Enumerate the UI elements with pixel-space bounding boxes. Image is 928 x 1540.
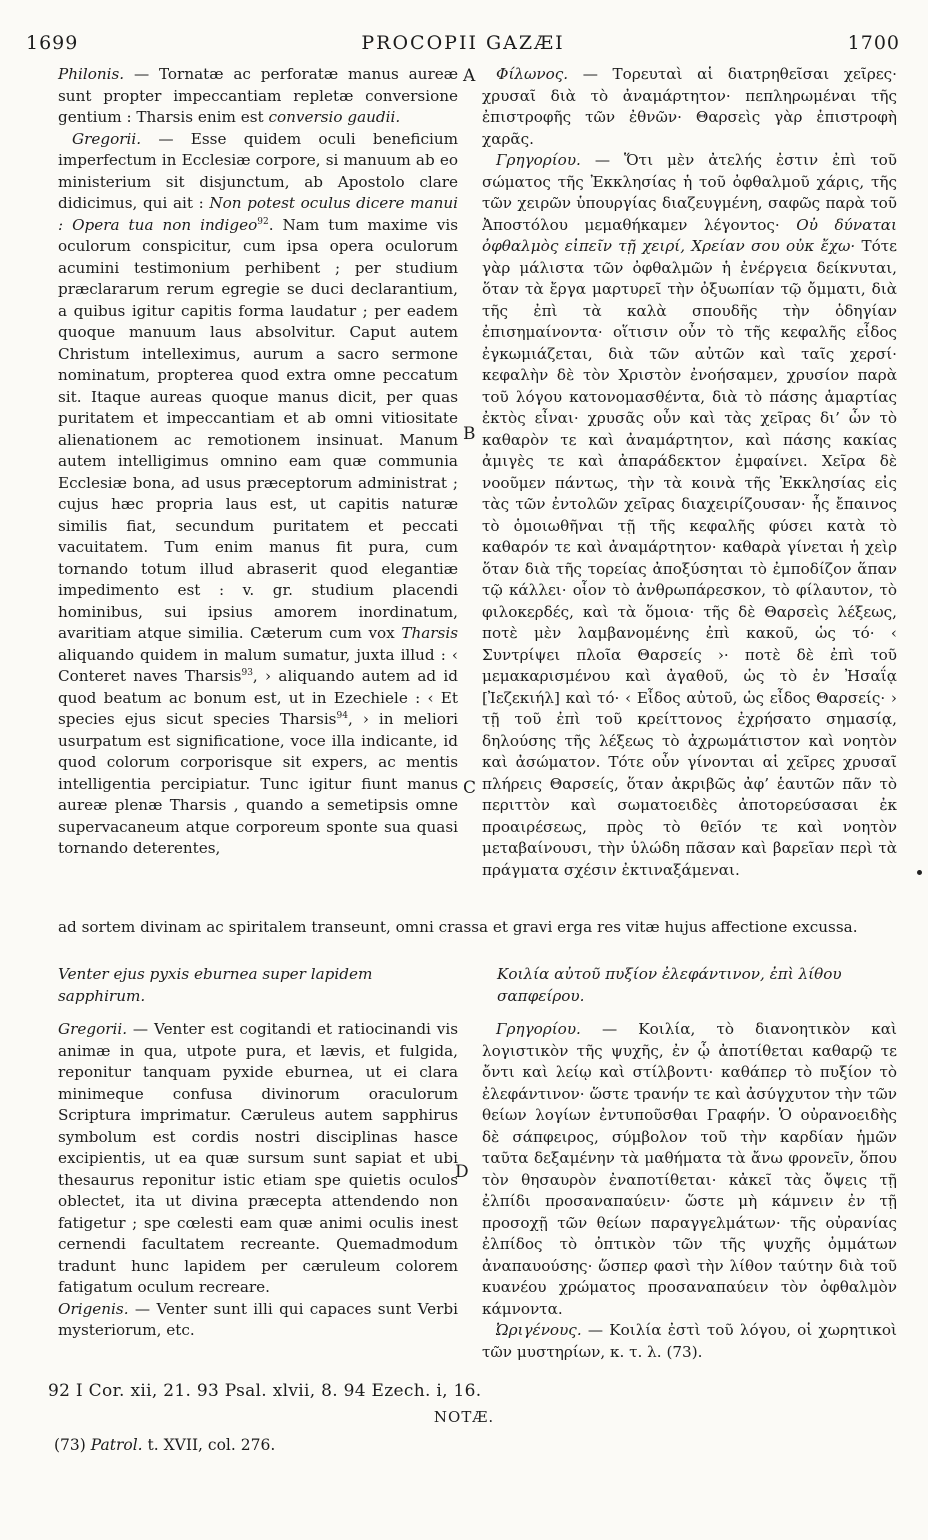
margin-marker-d: D <box>455 1162 469 1182</box>
latin-gregory-paragraph-2: Gregorii. — Venter est cogitandi et ratiocinandi vis animæ in qua, utpote pura, et lævis, et fulgida, reponitur tanquam pyxide eburnea, ut ei clara minimeque confusa divinorum oraculorum Scriptura imprimatur. Cæruleus autem sapphirus symbolum est cordis nostri disciplinas hasce excipientis, ut ea quæ sursum sunt sapiat et ubi thesaurus reponitur istic etiam spe quietis oculos oblectet, ita ut divina præcepta attendendo non fatigetur ; spe cœlesti eam quæ animi oculis inest cernendi facultatem recreante. Quemadmodum tradunt hunc lapidem per cæruleum colorem fatigatum oculum recreare. <box>58 1020 458 1296</box>
scripture-references: 92 I Cor. xii, 21. 93 Psal. xlvii, 8. 94 Ezech. i, 16. <box>48 1381 482 1401</box>
author-origen: Origenis. <box>58 1299 129 1318</box>
author-gregory-2: Gregorii. <box>58 1020 128 1038</box>
author-philo: Philonis. <box>58 65 125 83</box>
note-73: (73) Patrol. t. XVII, col. 276. <box>54 1436 276 1454</box>
latin-column-2 <box>58 1019 458 1342</box>
latin-origen-paragraph: Origenis. — Venter sunt illi qui capaces sunt Verbi mysteriorum, etc. <box>58 1299 458 1339</box>
margin-marker-b: B <box>463 424 476 444</box>
page-number-left: 1699 <box>26 32 79 54</box>
page-number-right: 1700 <box>847 32 900 54</box>
latin-philo-paragraph: Philonis. — Tornatæ ac perforatæ manus aureæ sunt propter impeccantiam repletæ conversione gentium : Tharsis enim est conversio gaudii. <box>58 65 458 126</box>
greek-gregory-paragraph-2: Γρηγορίου. — Κοιλία, τὸ διανοητικὸν καὶ λογιστικὸν τῆς ψυχῆς, ἐν ᾧ ἀποτίθεται καθαρῷ τε ὄντι καὶ λείῳ καὶ στίλβοντι· καθάπερ τὸ πυξίον τὸ ἐλεφάντινον· ὥστε τρανήν τε καὶ ἀσύγχυτον τὴν τῶν θείων λογίων ἐντυποῦσθαι Γραφήν. Ὁ οὐρανοειδὴς δὲ σάπφειρος, σύμβολον τοῦ τὴν καρδίαν ἡμῶν ταῦτα δεξαμένην τὰ μαθήματα τὰ ἄνω φρονεῖν, ὅπου τὸν θησαυρὸν ἐναποτίθεται· κἀκεῖ τὰς ὄψεις τῇ ἐλπίδι προσαναπαύειν· ὥστε μὴ κάμνειν ἐν τῇ προσοχῇ τῶν θείων παραγγελμάτων· τῆς οὐρανίας ἐλπίδος τὸ ὀπτικὸν τῶν τῆς ψυχῆς ὀμμάτων ἀναπαυούσης· ὥσπερ φασὶ τὴν λίθον ταύτην διὰ τοῦ κυανέου χρώματος προσαναπαύειν τὸν ὀφθαλμὸν κάμνοντα. <box>482 1020 897 1318</box>
author-gregory-greek-2: Γρηγορίου. <box>496 1020 581 1038</box>
latin-gregory-paragraph: Gregorii. — Esse quidem oculi beneficium imperfectum in Ecclesiæ corpore, si manuum ab eo ministerium sit disjunctum, ab Apostolo clare didicimus, qui ait : Non potest oculus dicere manui : Opera tua non indigeo$^{92}$. Nam tum maxime vis oculorum conspicitur, cum ipsa opera oculorum acumini testimonium perhibent ; per studium præclararum rerum egregie se duci declarantium, a quibus igitur capitis forma laudatur ; per eadem quoque manuum laus absolvitur. Caput autem Christum intelleximus, aurum a sacro sermone nominatum, propterea quod extra omne peccatum sit. Itaque aureas quoque manus dicit, per quas puritatem et impeccantiam et ab omni vitiositate alienationem ac remotionem insinuat. Manum autem intelligimus omnino eam quæ communia Ecclesiæ bona, ad usus præceptorum administrat ; cujus hæc propria laus est, ut capitis naturæ similis fiat, secundum puritatem et peccati vacuitatem. Tum enim manus fit pura, cum tornando totum illud abraserit quod elegantiæ impedimento est : v. gr. studium placendi hominibus, sui ipsius amorem inordinatum, avaritiam atque similia. Cæterum cum vox Tharsis aliquando quidem in malum sumatur, juxta illud : ‹ Conteret naves Tharsis$^{93}$, › aliquando autem ad id quod beatum ac bonum est, ut in Ezechiele : ‹ Et species ejus sicut species Tharsis$^{94}$, › in meliori usurpatum est significatione, voce illa indicante, id quod colorum corporisque sit expers, ac mentis intelligentia percipiatur. Tunc igitur fiunt manus aureæ plenæ Tharsis , quando a semetipsis omne supervacaneum atque corporeum sponte sua quasi tornando deterentes, <box>58 129 458 857</box>
full-width-line: ad sortem divinam ac spiritalem transeunt, omni crassa et gravi erga res vitæ hujus affectione excussa. <box>58 918 858 936</box>
greek-gregory-paragraph: Γρηγορίου. — Ὅτι μὲν ἀτελής ἐστιν ἐπὶ τοῦ σώματος τῆς Ἐκκλησίας ἡ τοῦ ὀφθαλμοῦ χάρις, τῆς τῶν χειρῶν ὑπουργίας διαζευγμένη, σαφῶς παρὰ τοῦ Ἀποστόλου μεμαθήκαμεν λέγοντος· Οὐ δύναται ὀφθαλμὸς εἰπεῖν τῇ χειρί, Χρείαν σου οὐκ ἔχω· Τότε γὰρ μάλιστα τῶν ὀφθαλμῶν ἡ ἐνέργεια δείκνυται, ὅταν τὰ ἔργα μαρτυρεῖ τὴν ὀξυωπίαν τῷ ὄμματι, διὰ τῆς ἐπὶ τὰ καλὰ σπουδῆς τὴν ὁδηγίαν ἐπισημαίνοντα· οἵτισιν οὖν τὸ τῆς κεφαλῆς εἶδος ἐγκωμιάζεται, διὰ τῶν αὐτῶν καὶ ταῖς χερσί· κεφαλὴν δὲ τὸν Χριστὸν ἐνοήσαμεν, χρυσίον παρὰ τοῦ λόγου κατονομασθέντα, διὰ τὸ πάσης ἁμαρτίας ἐκτὸς εἶναι· χρυσᾶς οὖν καὶ τὰς χεῖρας δι’ ὧν τὸ καθαρὸν τε καὶ ἀναμάρτητον, καὶ πάσης κακίας ἀμιγὲς τε καὶ ἀπαράδεκτον ἐμφαίνει. Χεῖρα δὲ νοοῦμεν πάντως, τὴν τὰ κοινὰ τῆς Ἐκκλησίας εἰς τὰς τῶν ἐντολῶν χεῖρας διαχειρίζουσαν· ἧς ἔπαινος τὸ ὁμοιωθῆναι τῇ τῆς κεφαλῆς φύσει κατὰ τὸ καθαρόν τε καὶ ἀναμάρτητον· καθαρὰ γίνεται ἡ χεὶρ ὅταν διὰ τῆς τορείας ἀποξύσηται τὸ ἐμποδίζον ἅπαν τῷ κάλλει· οἷον τὸ ἀνθρωπάρεσκον, τὸ φίλαυτον, τὸ φιλοκερδές, καὶ τὰ ὅμοια· τῆς δὲ Θαρσεὶς λέξεως, ποτὲ μὲν λαμβανομένης ἐπὶ κακοῦ, ὡς τό· ‹ Συντρίψει πλοῖα Θαρσείς ›· ποτὲ δὲ ἐπὶ τοῦ μεμακαρισμένου καὶ ἀγαθοῦ, ὡς τὸ ἐν Ἠσαΐᾳ [Ἰεζεκιήλ] καὶ τό· ‹ Εἶδος αὐτοῦ, ὡς εἶδος Θαρσείς· › τῇ τοῦ ἐπὶ τοῦ κρείττονος ἐχρήσατο σημασίᾳ, δηλούσης τῆς λέξεως τὸ ἀχρωμάτιστον καὶ νοητὸν καὶ ἀσώματον. Τότε οὖν γίνονται αἱ χεῖρες χρυσαῖ πλήρεις Θαρσείς, ὅταν ἀκριβῶς ἀφ’ ἑαυτῶν πᾶν τὸ περιττὸν καὶ σωματοειδὲς ἀποτορεύσασαι ἐκ προαιρέσεως, πρὸς τὸ θεῖόν τε καὶ νοητὸν μεταβαίνουσι, τὴν ὑλώδη πᾶσαν καὶ βαρεῖαν περὶ τὰ πράγματα σχέσιν ἐκτιναξάμεναι. <box>482 151 897 879</box>
author-philo-greek: Φίλωνος. <box>496 65 569 83</box>
greek-origen-paragraph: Ὠριγένους. — Κοιλία ἐστὶ τοῦ λόγου, οἱ χωρητικοὶ τῶν μυστηρίων, κ. τ. λ. (73). <box>482 1321 897 1361</box>
greek-column-2 <box>482 1019 897 1363</box>
running-title: PROCOPII GAZÆI <box>361 32 565 54</box>
margin-marker-a: A <box>463 66 476 86</box>
author-origen-greek: Ὠριγένους. <box>496 1321 582 1339</box>
latin-column <box>58 64 458 860</box>
running-header <box>26 32 900 56</box>
margin-marker-c: C <box>463 778 477 798</box>
verse-latin: Venter ejus pyxis eburnea super lapidem sapphirum. <box>58 965 373 1005</box>
notae-heading: NOTÆ. <box>433 1408 495 1426</box>
footnote-ref: 94 <box>336 710 348 721</box>
author-gregory-greek: Γρηγορίου. <box>496 151 581 169</box>
footnote-ref: 92 <box>257 216 269 227</box>
ink-speck <box>917 870 922 875</box>
greek-column <box>482 64 897 881</box>
greek-philo-paragraph: Φίλωνος. — Τορευταὶ αἱ διατρηθεῖσαι χεῖρες· χρυσαῖ διὰ τὸ ἀναμάρτητον· πεπληρωμέναι τῆς ἐπιστροφῆς τῶν ἐθνῶν· Θαρσεὶς γὰρ ἐπιστροφὴ χαρᾶς. <box>482 65 897 148</box>
footnote-ref: 93 <box>241 667 253 678</box>
author-gregory: Gregorii. <box>72 129 142 148</box>
verse-greek: Κοιλία αὐτοῦ πυξίον ἐλεφάντινον, ἐπὶ λίθου σαπφείρου. <box>497 965 842 1005</box>
